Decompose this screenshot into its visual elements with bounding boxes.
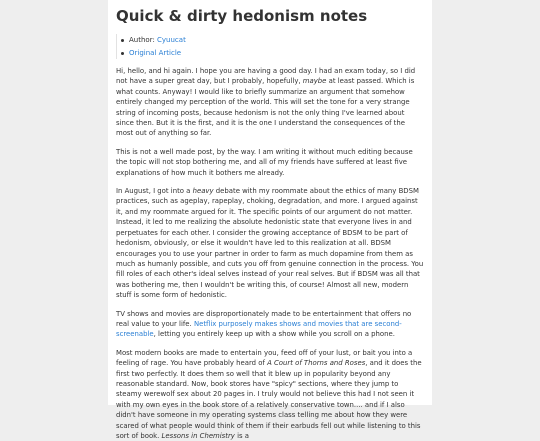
paragraph-text: Most modern books are made to entertain you, feed off of your lust, or bait you into a feeling of rage. You have probably heard of (116, 348, 413, 368)
page-title: Quick & dirty hedonism notes (116, 7, 368, 25)
paragraph-text: Hi, hello, and hi again. I hope you are having a good day. I had an exam today, so I did not have a super great day, but I probably, hopefully, (116, 67, 416, 86)
paragraph-text: , letting you entirely keep up with a show while you scroll on a phone. (153, 330, 395, 339)
netflix-link[interactable]: Netflix purposely makes shows and movies that are second-screenable (116, 319, 402, 339)
author-link[interactable]: Cyuucat (157, 36, 186, 44)
paragraph-text: at least passed. Which is what counts. Anyway! I would like to briefly summarize an argument that somehow entirely changed my perception of the world. This will set the tone for a very strange string of incoming posts, because hedonism is not the only thing I've learned about since then. But it is the first, and it is the one I understand the consequences of the most out of anything so far. (116, 77, 415, 138)
article-meta-list (116, 34, 424, 59)
paragraph-tv (116, 309, 424, 340)
paragraph-bdsm (116, 186, 424, 300)
article-content (108, 0, 432, 441)
paragraph-text: is a (234, 432, 249, 440)
original-article-link[interactable]: Original Article (129, 49, 182, 57)
paragraph-text: In August, I got into a (116, 187, 193, 196)
paragraph-text: , and it does the first two perfectly. It does them so well that it blew up in popularity beyond any reasonable standard. Now, book stores have "spicy" sections, where they jump to steamy werewolf sex about 20 pages in. I truly would not believe this had I not seen it with my own eyes in the book store of a relatively conservative town.... and if I also didn't have someone in my operating systems class telling me about how they were scared of what people would think of them if their earbuds fell out while listening to this sort of book. (116, 359, 422, 440)
book-title: Lessons in Chemistry (161, 432, 235, 440)
paragraph-text: debate with my roommate about the ethics of many BDSM practices, such as ageplay, rapeplay, choking, degradation, and more. I argued against it, and my roommate argued for it. The specific points of our argument do not matter. Instead, it led to me realizing the absolute hedonistic state that everyone lives in and perpetuates for each other. I consider the growing acceptance of BDSM to be part of hedonism, obviously, or else it wouldn't have led to this realization at all. BDSM encourages you to use your partner in order to farm as much dopamine from them as much as humanly possible, and cuts you off from genuine connection in the process. You fill roles of each other's ideal selves instead of your real selves. But if BDSM was all that was bothering me, then I wouldn't be writing this, of course! Almost all new, modern stuff is some form of hedonistic. (116, 187, 424, 300)
author-item (129, 34, 424, 46)
article-page (108, 0, 432, 440)
emphasis-text: heavy (192, 187, 214, 196)
emphasis-text: maybe (302, 77, 327, 86)
author-label: Author: (129, 36, 158, 44)
paragraph-intro (116, 66, 424, 139)
book-title: A Court of Thorns and Roses (267, 359, 366, 368)
paragraph-books (116, 348, 424, 441)
paragraph-disclaimer: This is not a well made post, by the way. I am writing it without much editing because the topic will not stop bothering me, and all of my friends have suffered at least five explanations of how much it bothers me already. (116, 147, 413, 177)
original-article-item (129, 47, 424, 59)
paragraph-text: TV shows and movies are disproportionately made to be entertainment that offers no real value to your life. (116, 309, 412, 328)
